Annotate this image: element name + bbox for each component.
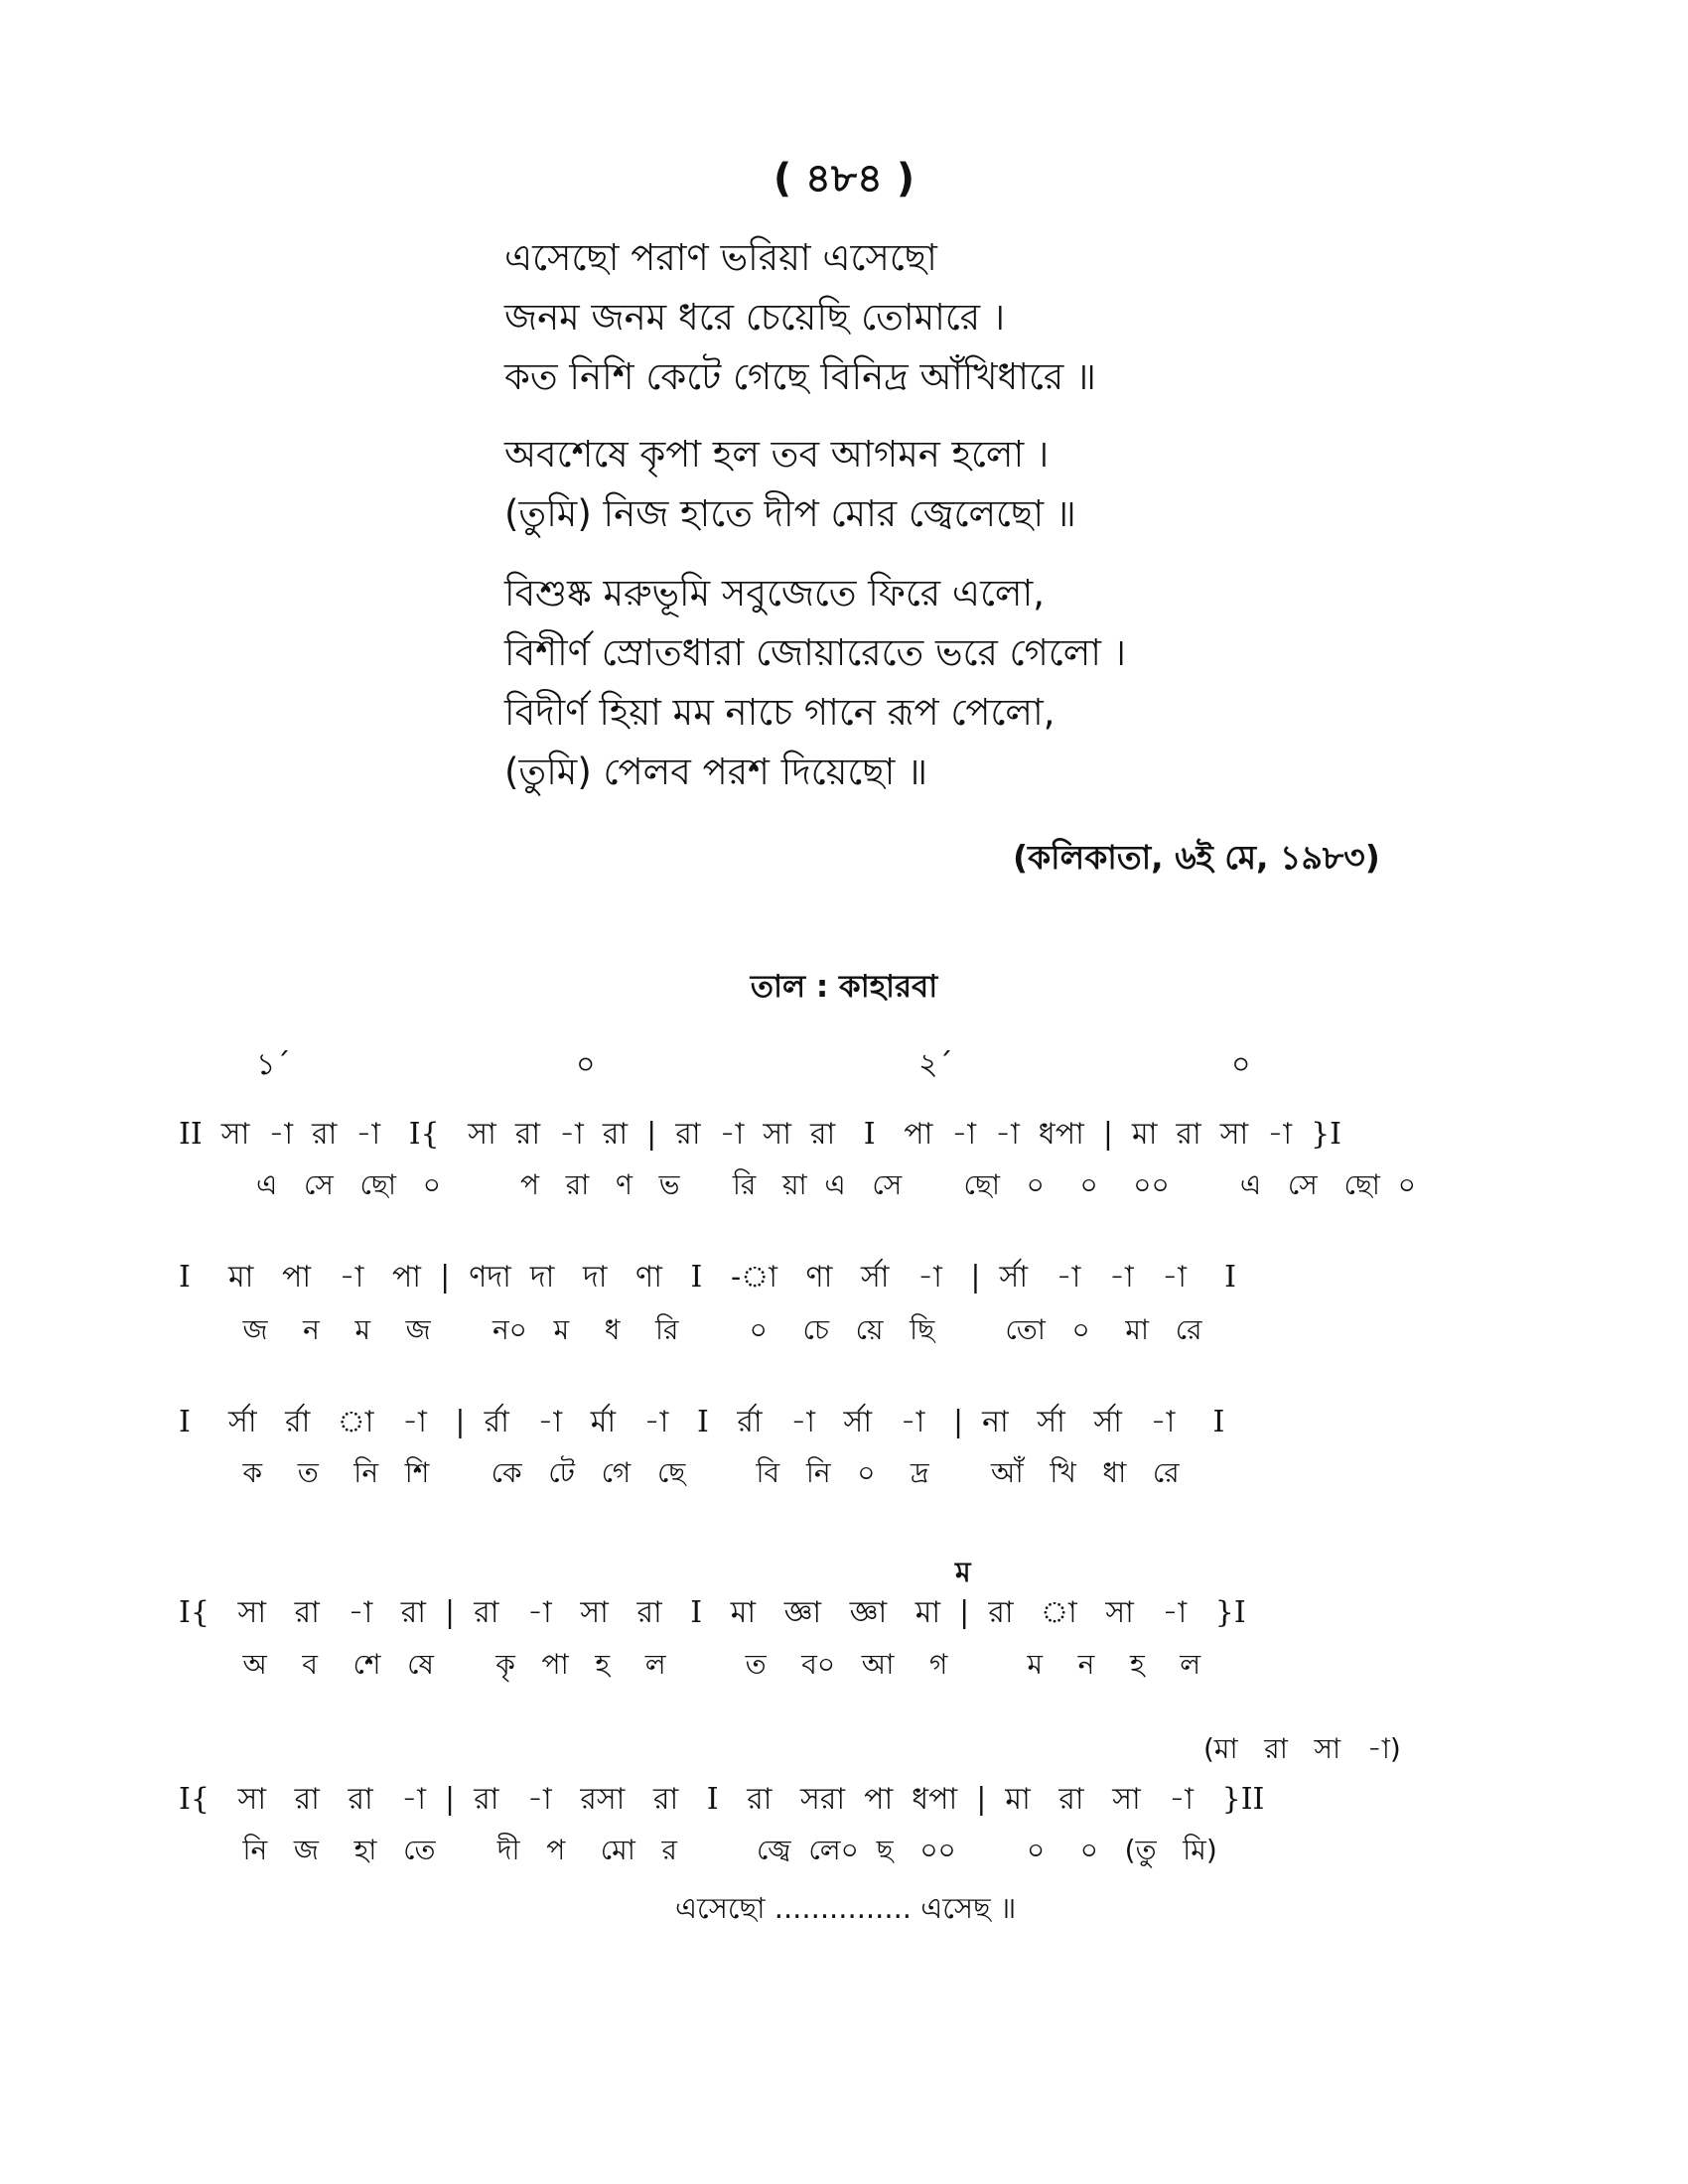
lyric-line-4: অবশেষে কৃপা হল তব আগমন হলো ।	[504, 433, 1050, 476]
swara-row-5: I{ সা রা রা -া | রা -া রসা রা I রা সরা পা ধপা | মা রা সা -া }II	[179, 1782, 1265, 1817]
words-row-5: নি জ হা তে দী প মো র জ্বে লে০ ছ ০০ ০ ০ (তু মি)	[199, 1834, 1217, 1866]
dateline: (কলিকাতা, ৬ই মে, ১৯৮৩)	[1013, 838, 1380, 877]
swara-row-1: II সা -া রা -া I{ সা রা -া রা | রা -া সা রা I পা -া -া ধপা | মা রা সা -া }I	[179, 1117, 1342, 1152]
words-row-1: এ সে ছো ০ প রা ণ ভ রি য়া এ সে ছো ০ ০ ০০ এ সে ছো ০	[256, 1168, 1416, 1201]
lyric-line-3: কত নিশি কেটে গেছে বিনিদ্র আঁখিধারে ॥	[504, 355, 1096, 398]
words-row-3: ক ত নি শি কে টে গে ছে বি নি ০ দ্র আঁ খি ধা রে	[199, 1456, 1180, 1489]
lyric-line-8: বিদীর্ণ হিয়া মম নাচে গানে রূপ পেলো,	[504, 691, 1055, 734]
lyric-line-6: বিশুষ্ক মরুভূমি সবুজেতে ফিরে এলো,	[504, 572, 1045, 614]
lyric-line-2: জনম জনম ধরে চেয়েছি তোমারে ।	[504, 296, 1006, 339]
lyric-line-5: (তুমি) নিজ হাতে দীপ মোর জ্বেলেছো ॥	[504, 492, 1076, 535]
beat-mark-3: ২´	[918, 1047, 953, 1082]
words-row-4: অ ব শে ষে কৃ পা হ ল ত ব০ আ গ ম ন হ ল	[199, 1648, 1201, 1681]
tala-heading: তাল : কাহারবা	[750, 969, 938, 1005]
beat-mark-2: ০	[576, 1047, 596, 1082]
beat-mark-1: ১´	[256, 1047, 291, 1082]
lyric-line-7: বিশীর্ণ স্রোতধারা জোয়ারেতে ভরে গেলো ।	[504, 631, 1126, 674]
beat-mark-4: ০	[1231, 1047, 1251, 1082]
page-number: ( ৪৮৪ )	[773, 156, 915, 202]
annotation-ma: ম	[955, 1556, 971, 1588]
lyric-line-1: এসেছো পরাণ ভরিয়া এসেছো	[504, 236, 937, 279]
words-row-2: জ ন ম জ ন০ ম ধ রি ০ চে য়ে ছি তো ০ মা রে	[199, 1313, 1202, 1346]
lyric-line-9: (তুমি) পেলব পরশ দিয়েছো ॥	[504, 751, 928, 793]
swara-row-2: I মা পা -া পা | ণদা দা দা ণা I -া ণা র্সা -া | র্সা -া -া -া I	[179, 1260, 1236, 1295]
ending-line: এসেছো ............... এসেছ ॥	[675, 1891, 1017, 1925]
annotation-repeat: (মা রা সা -া)	[1203, 1732, 1401, 1765]
swara-row-3: I র্সা র্রা া -া | র্রা -া র্মা -া I র্রা -া র্সা -া | না র্সা র্সা -া I	[179, 1405, 1225, 1439]
swara-row-4: I{ সা রা -া রা | রা -া সা রা I মা জ্ঞা জ্ঞা মা | রা া সা -া }I	[179, 1595, 1246, 1630]
